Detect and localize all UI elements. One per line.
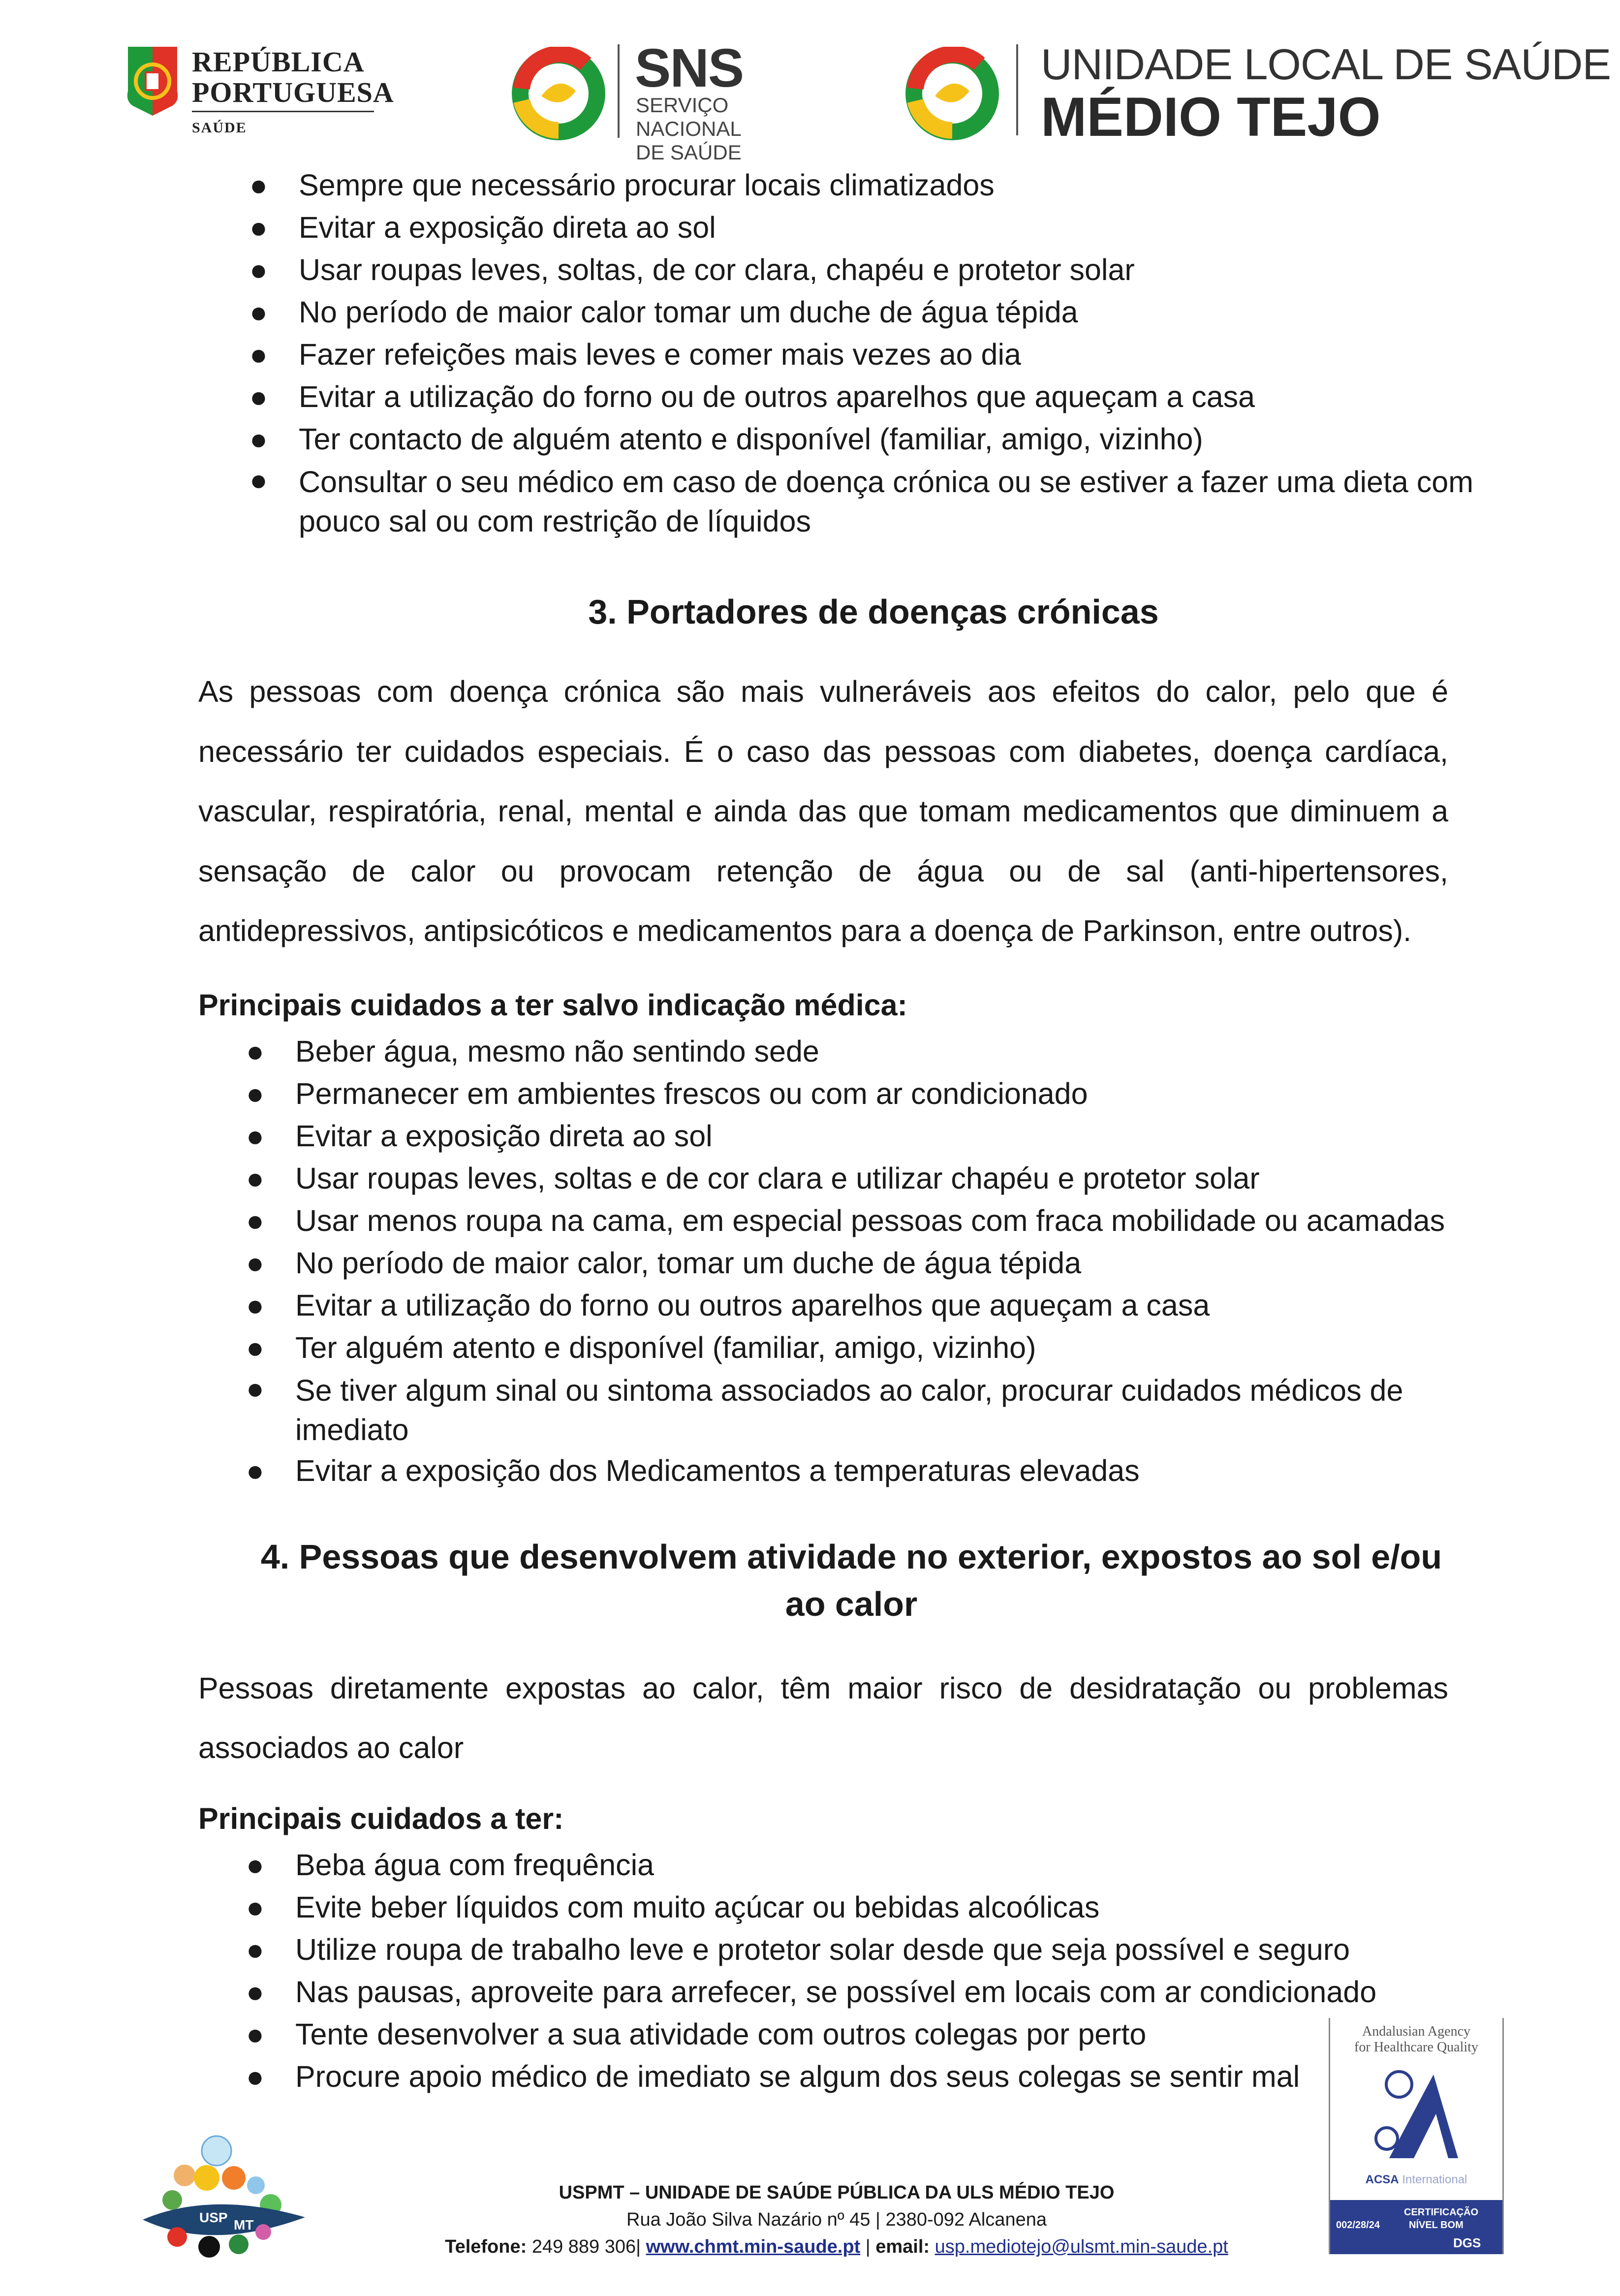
phone-label: Telefone: [445,2236,527,2257]
acsa-emblem-icon [1360,2065,1478,2163]
bullet-icon: ● [249,463,268,497]
bullet-icon: ● [246,1035,264,1068]
sns-emblem-icon [512,47,605,140]
badge-dgs: DGS [1453,2235,1481,2250]
footer-org: USPMT – UNIDADE DE SAÚDE PÚBLICA DA ULS MÉDIO TEJO [559,2182,1115,2203]
uls-emblem-icon [905,47,999,140]
list-item: ● Permanecer em ambientes frescos ou com ar condicionado [295,1072,1452,1115]
email-link[interactable]: usp.mediotejo@ulsmt.min-saude.pt [935,2236,1228,2257]
sns-subtitle-2: DE SAÚDE [636,141,742,164]
bullet-icon: ● [249,253,268,286]
bullet-icon: ● [246,1975,264,2009]
website-link[interactable]: www.chmt.min-saude.pt [646,2236,861,2257]
bullet-icon: ● [246,2017,264,2051]
bullet-icon: ● [246,1372,264,1405]
list-item: ● Sempre que necessário procurar locais climatizados [299,164,1480,206]
badge-band [1330,2200,1502,2254]
footer [394,2179,1279,2261]
uls-title-line-1: UNIDADE LOCAL DE SAÚDE [1041,40,1611,89]
footer-contacts: Telefone: 249 889 306| www.chmt.min-saude.pt | email: usp.mediotejo@ulsmt.min-saude.pt [445,2236,1228,2257]
divider [618,44,620,138]
list-item: ● Nas pausas, aproveite para arrefecer, se possível em locais com ar condicionado [295,1971,1378,2013]
section-4-heading: 4. Pessoas que desenvolvem atividade no exterior, expostos ao sol e/ou ao calor [260,1538,1442,1623]
bullet-icon: ● [249,168,268,202]
bullet-icon: ● [249,380,268,413]
republica-line-2: PORTUGUESA [192,76,394,108]
list-item: ● Usar menos roupa na cama, em especial pessoas com fraca mobilidade ou acamadas [295,1199,1452,1242]
list-item: ● Beba água com frequência [295,1844,1378,1886]
list-item: ● Usar roupas leves, soltas e de cor clara e utilizar chapéu e protetor solar [295,1157,1452,1199]
bullet-icon: ● [246,1162,264,1195]
section-3-heading: 3. Portadores de doenças crónicas [588,593,1159,631]
sns-logo [512,38,807,164]
list-item: ● Evite beber líquidos com muito açúcar ou bebidas alcoólicas [295,1886,1378,1928]
list-item: ● Evitar a utilização do forno ou outros aparelhos que aqueçam a casa [295,1284,1452,1326]
bullet-icon: ● [246,1204,264,1237]
republica-portuguesa-logo [123,42,394,140]
section-4-paragraph: Pessoas diretamente expostas ao calor, têm maior risco de desidratação ou problemas associados ao calor [198,1671,1448,1764]
bullet-icon: ● [246,1289,264,1322]
badge-cert-1: CERTIFICAÇÃO [1404,2207,1479,2218]
acsa-certification-badge [1329,2018,1504,2254]
badge-agency-line-2: for Healthcare Quality [1354,2040,1478,2055]
list-item: ● Tente desenvolver a sua atividade com outros colegas por perto [295,2013,1378,2055]
bullet-list-section-4 [246,1844,1378,2098]
section-4-subheading: Principais cuidados a ter: [198,1802,564,1835]
list-item: ● Beber água, mesmo não sentindo sede [295,1030,1452,1072]
divider [1016,44,1018,135]
list-item: ● Evitar a exposição direta ao sol [299,206,1480,249]
usp-mt-logo [138,2131,315,2259]
bullet-icon: ● [246,1077,264,1110]
list-item: ● Evitar a exposição direta ao sol [295,1115,1452,1157]
usp-logo-text: USP [199,2210,228,2225]
bullet-icon: ● [249,295,268,329]
badge-code: 002/28/24 [1336,2220,1380,2231]
list-item: ● Ter alguém atento e disponível (familiar, amigo, vizinho) [295,1326,1452,1369]
coat-of-arms-icon [123,42,182,121]
email-label: email: [875,2236,930,2257]
badge-agency-line-1: Andalusian Agency [1362,2024,1471,2039]
badge-international: International [1402,2173,1467,2186]
republica-subtitle: SAÚDE [192,120,247,136]
bullet-icon: ● [249,422,268,456]
uls-title-line-2: MÉDIO TEJO [1041,86,1381,148]
mt-logo-text: MT [234,2217,254,2233]
section-3-subheading: Principais cuidados a ter salvo indicação médica: [198,988,907,1022]
bullet-icon: ● [246,1848,264,1882]
sns-subtitle-1: SERVIÇO NACIONAL [636,94,742,140]
bullet-icon: ● [246,1246,264,1280]
republica-line-1: REPÚBLICA [192,46,365,78]
bullet-icon: ● [249,211,268,244]
divider [192,111,374,112]
bullet-icon: ● [246,2060,264,2093]
sns-title: SNS [635,38,744,98]
footer-address: Rua João Silva Nazário nº 45 | 2380-092 Alcanena [626,2209,1047,2230]
bullet-icon: ● [246,1331,264,1364]
bullet-icon: ● [249,338,268,371]
section-3-paragraph: As pessoas com doença crónica são mais vulneráveis aos efeitos do calor, pelo que é necessário ter cuidados especiais. É o caso das pessoas com diabetes, doença cardíaca, vascular, respiratória, renal, mental e ainda das que tomam medicamentos que diminuem a sensação de calor ou provocam retenção de água ou de sal (anti-hipertensores, antidepressivos, antipsicóticos e medicamentos para a doença de Parkinson, entre outros). [198,675,1448,947]
bullet-list-top [249,164,1480,541]
badge-acsa: ACSA [1365,2173,1399,2186]
list-item: ● Se tiver algum sinal ou sintoma associados ao calor, procurar cuidados médicos de imediato [295,1369,1452,1449]
bullet-list-section-3 [246,1030,1452,1492]
list-item: ● No período de maior calor, tomar um duche de água tépida [295,1242,1452,1284]
list-item: ● No período de maior calor tomar um duche de água tépida [299,291,1480,333]
list-item: ● Fazer refeições mais leves e comer mais vezes ao dia [299,333,1480,376]
list-item: ● Ter contacto de alguém atento e disponível (familiar, amigo, vizinho) [299,418,1480,460]
uls-medio-tejo-logo [905,40,1611,148]
list-item: ● Utilize roupa de trabalho leve e protetor solar desde que seja possível e seguro [295,1928,1378,1971]
list-item: ● Evitar a exposição dos Medicamentos a temperaturas elevadas [295,1449,1452,1492]
phone-number: 249 889 306 [531,2236,636,2257]
bullet-icon: ● [246,1454,264,1487]
list-item: ● Usar roupas leves, soltas, de cor clara, chapéu e protetor solar [299,249,1480,291]
bullet-icon: ● [246,1890,264,1924]
bullet-icon: ● [246,1119,264,1153]
list-item: ● Procure apoio médico de imediato se algum dos seus colegas se sentir mal [295,2055,1378,2098]
badge-cert-2: NÍVEL BOM [1409,2220,1464,2231]
list-item: ● Consultar o seu médico em caso de doença crónica ou se estiver a fazer uma dieta com pouco sal ou com restrição de líquidos [299,460,1480,541]
bullet-icon: ● [246,1933,264,1966]
list-item: ● Evitar a utilização do forno ou de outros aparelhos que aqueçam a casa [299,376,1480,418]
